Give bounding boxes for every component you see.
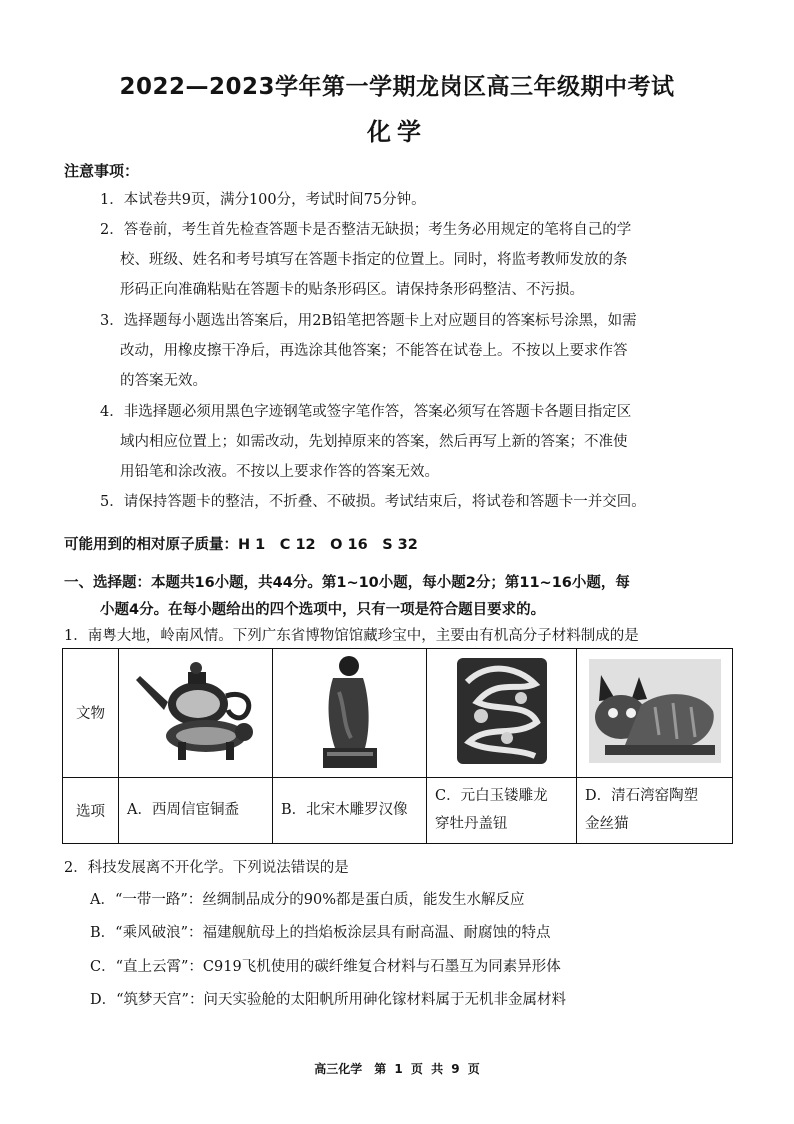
option-b-label: B．北宋木雕罗汉像	[281, 802, 408, 819]
ceramic-cat-image	[577, 649, 733, 778]
atomic-masses: 可能用到的相对原子质量：H 1 C 12 O 16 S 32	[64, 537, 418, 553]
notice-heading: 注意事项：	[64, 162, 140, 180]
notice-line: 4．非选择题必须用黑色字迹钢笔或签字笔作答，答案必须写在答题卡各题目指定区	[100, 404, 632, 420]
notice-line: 的答案无效。	[120, 373, 207, 389]
option-c-label-cont: 穿牡丹盖钮	[435, 816, 508, 833]
question-2-stem: 2．科技发展离不开化学。下列说法错误的是	[64, 860, 349, 876]
notice-line: 2．答卷前，考生首先检查答题卡是否整洁无缺损；考生务必用规定的笔将自己的学	[100, 222, 632, 238]
section-heading: 一、选择题：本题共16小题，共44分。第1~10小题，每小题2分；第11~16小题，每	[64, 575, 630, 591]
question-2-option-d: D．“筑梦天宫”：问天实验舱的太阳帆所用砷化镓材料属于无机非金属材料	[90, 992, 566, 1008]
notice-line: 用铅笔和涂改液。不按以上要求作答的答案无效。	[120, 464, 439, 480]
bronze-he-image	[119, 649, 273, 778]
notice-line: 形码正向准确粘贴在答题卡的贴条形码区。请保持条形码整洁、不污损。	[120, 282, 584, 298]
notice-line: 5．请保持答题卡的整洁，不折叠、不破损。考试结束后，将试卷和答题卡一并交回。	[100, 494, 646, 510]
notice-line: 3．选择题每小题选出答案后，用2B铅笔把答题卡上对应题目的答案标号涂黑，如需	[100, 313, 637, 329]
question-2-option-c: C．“直上云霄”：C919飞机使用的碳纤维复合材料与石墨互为同素异形体	[90, 959, 561, 975]
wooden-arhat-image	[273, 649, 427, 778]
artifact-table	[62, 648, 733, 844]
option-row-label: 选项	[63, 777, 119, 843]
jade-dragon-knob-image	[427, 649, 577, 778]
option-d-cell	[577, 777, 733, 843]
artifact-row-label: 文物	[63, 649, 119, 778]
exam-title: 2022—2023学年第一学期龙岗区高三年级期中考试	[119, 74, 675, 100]
notice-line: 改动，用橡皮擦干净后，再选涂其他答案；不能答在试卷上。不按以上要求作答	[120, 343, 628, 359]
question-2-option-a: A．“一带一路”：丝绸制品成分的90%都是蛋白质，能发生水解反应	[90, 892, 525, 908]
notice-line: 域内相应位置上；如需改动，先划掉原来的答案，然后再写上新的答案；不准使	[120, 434, 628, 450]
subject-title: 化学	[367, 118, 427, 146]
notice-line: 校、班级、姓名和考号填写在答题卡指定的位置上。同时，将监考教师发放的条	[120, 252, 628, 268]
option-a-cell	[119, 777, 273, 843]
option-b-cell	[273, 777, 427, 843]
option-a-label: A．西周信宦铜盉	[127, 802, 239, 819]
option-d-label-cont: 金丝猫	[585, 816, 629, 833]
option-c-label: C．元白玉镂雕龙	[435, 788, 548, 805]
option-c-cell	[427, 777, 577, 843]
question-2-option-b: B．“乘风破浪”：福建舰航母上的挡焰板涂层具有耐高温、耐腐蚀的特点	[90, 925, 551, 941]
section-heading-cont: 小题4分。在每小题给出的四个选项中，只有一项是符合题目要求的。	[100, 602, 546, 618]
notice-line: 1．本试卷共9页，满分100分，考试时间75分钟。	[100, 192, 426, 208]
page-footer: 高三化学 第 1 页 共 9 页	[314, 1062, 480, 1076]
question-1-stem: 1．南粤大地，岭南风情。下列广东省博物馆馆藏珍宝中，主要由有机高分子材料制成的是	[64, 628, 639, 644]
option-d-label: D．清石湾窑陶塑	[585, 788, 699, 805]
